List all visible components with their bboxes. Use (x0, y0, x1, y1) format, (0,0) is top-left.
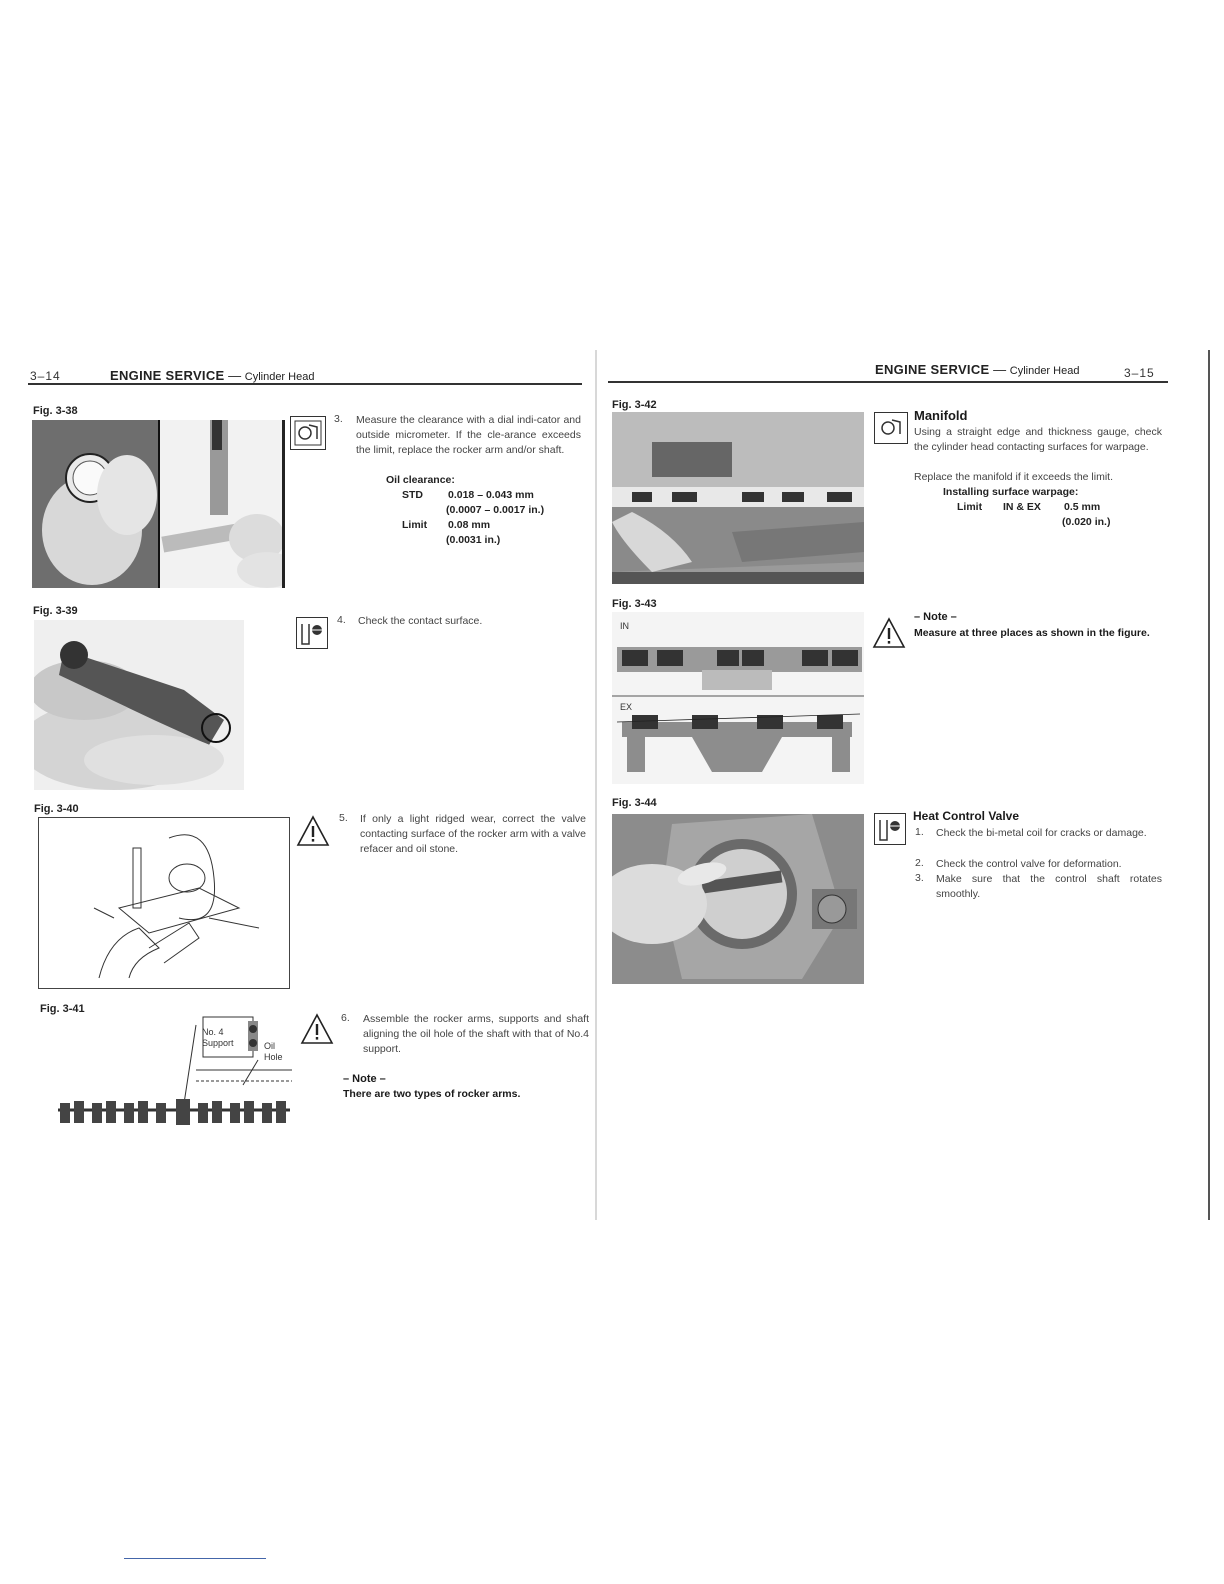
heat-control-item: Make sure that the control shaft rotates smoothly. (936, 873, 1162, 900)
step-3-text: Measure the clearance with a dial indi-cator and outside micrometer. If the cle-arance exceeds the limit, replace the rocker arm and/or shaft. (356, 414, 581, 456)
figure-label: Fig. 3-42 (612, 399, 657, 411)
page-gutter (595, 350, 597, 1220)
manifold-text-2: Replace the manifold if it exceeds the limit. (914, 471, 1114, 483)
step-number: 2. (915, 857, 924, 869)
section-title-manifold: Manifold (914, 408, 968, 423)
figure-3-38-photo (32, 420, 285, 588)
caution-icon (296, 815, 330, 847)
step-5-text: If only a light ridged wear, correct the valve contacting surface of the rocker arm with a valve refacer and oil stone. (360, 813, 586, 855)
measure-icon (290, 416, 326, 450)
figure-label: Fig. 3-38 (33, 405, 78, 417)
spec-title: Oil clearance: (386, 474, 455, 486)
header-section: ENGINE SERVICE (875, 362, 990, 377)
header-subsection: Cylinder Head (244, 371, 315, 383)
header-rule (28, 383, 582, 385)
step-4-text: Check the contact surface. (358, 615, 483, 627)
figure-3-44-photo (612, 814, 864, 984)
figure-label: Fig. 3-40 (34, 803, 79, 815)
step-number: 3. (915, 872, 924, 884)
page-number: 3–14 (30, 369, 61, 383)
figure-3-41-drawing (48, 1015, 294, 1145)
spec-limit-parts: IN & EX (1003, 501, 1041, 513)
heat-control-item: Check the bi-metal coil for cracks or damage. (936, 827, 1147, 839)
note-text: There are two types of rocker arms. (343, 1088, 521, 1100)
measure-icon (874, 412, 908, 444)
figure-3-39-photo (34, 620, 244, 790)
note-title: – Note – (343, 1073, 386, 1085)
callout-no4-support: No. 4 Support (202, 1027, 234, 1048)
figure-label: Fig. 3-44 (612, 797, 657, 809)
step-number: 4. (337, 614, 346, 626)
page-header (110, 368, 314, 383)
spec-title: Installing surface warpage: (943, 486, 1079, 498)
page-header (875, 362, 1079, 377)
figure-3-43-photo (612, 612, 864, 784)
page-number: 3–15 (1124, 366, 1155, 380)
manifold-text: Using a straight edge and thickness gauge, check the cylinder head contacting surfaces for warpage. (914, 426, 1162, 453)
figure-label: Fig. 3-43 (612, 598, 657, 610)
spec-limit-label: Limit (402, 519, 428, 531)
figure-3-42-photo (612, 412, 864, 584)
spec-limit-in: (0.020 in.) (1062, 516, 1111, 528)
figure-label-in: IN (620, 621, 629, 631)
header-subsection: Cylinder Head (1009, 365, 1080, 377)
inspect-icon (296, 617, 328, 649)
note-title: – Note – (914, 611, 957, 623)
spec-limit-in: (0.0031 in.) (446, 534, 501, 546)
spec-std-mm: 0.018 – 0.043 mm (448, 489, 534, 501)
header-rule (608, 381, 1168, 383)
caution-icon (300, 1013, 334, 1045)
spec-limit-mm: 0.5 mm (1064, 501, 1101, 513)
spec-limit-mm: 0.08 mm (448, 519, 491, 531)
section-title-heat-control-valve: Heat Control Valve (913, 809, 1020, 823)
spec-std-in: (0.0007 – 0.0017 in.) (446, 504, 545, 516)
step-number: 5. (339, 812, 348, 824)
caution-icon (872, 617, 906, 649)
header-dash: — (993, 362, 1007, 377)
header-section: ENGINE SERVICE (110, 368, 225, 383)
spec-limit-label: Limit (957, 501, 983, 513)
figure-label: Fig. 3-39 (33, 605, 78, 617)
note-text: Measure at three places as shown in the figure. (914, 627, 1150, 639)
heat-control-item: Check the control valve for deformation. (936, 858, 1122, 870)
step-number: 6. (341, 1012, 350, 1024)
header-dash: — (228, 368, 242, 383)
step-number: 1. (915, 826, 924, 838)
spec-std-label: STD (402, 489, 423, 501)
figure-3-40-drawing (38, 817, 290, 989)
inspect-icon (874, 813, 906, 845)
step-number: 3. (334, 413, 343, 425)
figure-label: Fig. 3-41 (40, 1003, 85, 1015)
page-edge (1208, 350, 1210, 1220)
callout-oil-hole: Oil Hole (264, 1041, 283, 1062)
figure-label-ex: EX (620, 702, 633, 712)
step-6-text: Assemble the rocker arms, supports and shaft aligning the oil hole of the shaft with that of No.4 support. (363, 1013, 589, 1055)
footnote-rule (124, 1558, 266, 1559)
